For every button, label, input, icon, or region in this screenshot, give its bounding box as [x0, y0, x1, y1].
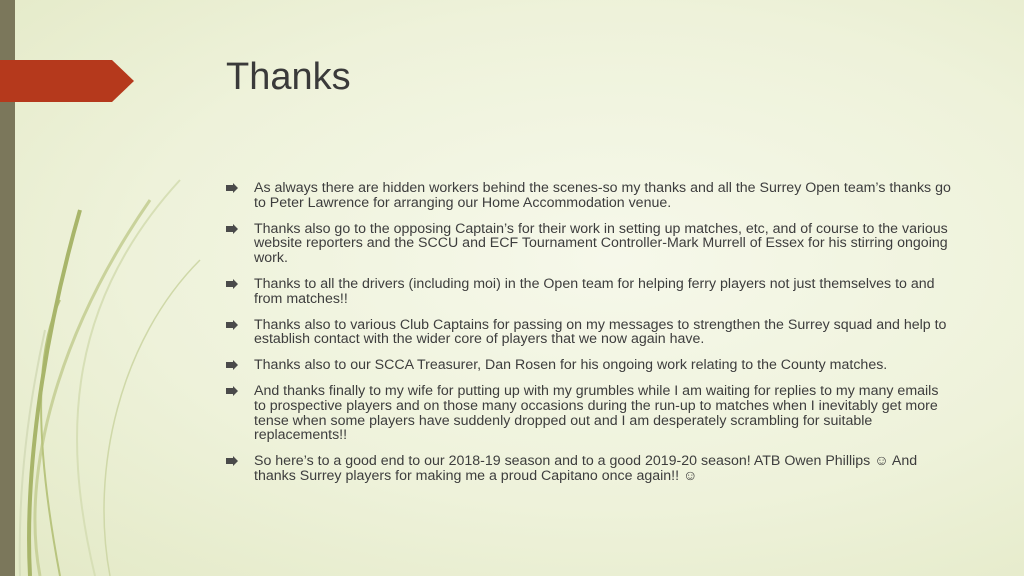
arrow-bullet-icon	[226, 224, 238, 234]
slide-title: Thanks	[226, 56, 351, 98]
arrow-bullet-icon	[226, 456, 238, 466]
arrow-bullet-icon	[226, 183, 238, 193]
bullet-text: So here’s to a good end to our 2018-19 season and to a good 2019-20 season! ATB Owen Phillips ☺ And thanks Surrey players for making me a proud Capitano once again!! ☺	[254, 453, 918, 484]
bullet-item	[226, 181, 954, 211]
arrow-bullet-icon	[226, 320, 238, 330]
bullet-text: As always there are hidden workers behind the scenes-so my thanks and all the Surrey Open team’s thanks go to Peter Lawrence for arranging our Home Accommodation venue.	[254, 180, 951, 211]
bullet-item	[226, 222, 954, 266]
arrow-bullet-icon	[226, 279, 238, 289]
bullet-list	[226, 181, 954, 495]
bullet-item	[226, 454, 954, 484]
arrow-bullet-icon	[226, 386, 238, 396]
bullet-item	[226, 277, 954, 307]
bullet-text: Thanks also to various Club Captains for passing on my messages to strengthen the Surrey squad and help to establish contact with the wider core of players that we now again have.	[254, 316, 947, 348]
bullet-item	[226, 384, 954, 443]
bullet-text: Thanks to all the drivers (including moi) in the Open team for helping ferry players not just themselves to and from matches!!	[254, 275, 935, 307]
title-accent-tab	[0, 60, 134, 102]
bullet-text: Thanks also go to the opposing Captain’s for their work in setting up matches, etc, and of course to the various website reporters and the SCCU and ECF Tournament Controller-Mark Murrell of Essex for his stirring ongoing work.	[254, 220, 948, 267]
bullet-text: And thanks finally to my wife for putting up with my grumbles while I am waiting for replies to my many emails to prospective players and on those many occasions during the run-up to matches when I inevitably get more tense when some players have suddenly dropped out and I am desperately scrambling for suitable replacements!!	[254, 382, 939, 444]
arrow-bullet-icon	[226, 360, 238, 370]
bullet-item	[226, 358, 954, 373]
bullet-text: Thanks also to our SCCA Treasurer, Dan Rosen for his ongoing work relating to the County matches.	[254, 357, 888, 374]
bullet-item	[226, 318, 954, 348]
